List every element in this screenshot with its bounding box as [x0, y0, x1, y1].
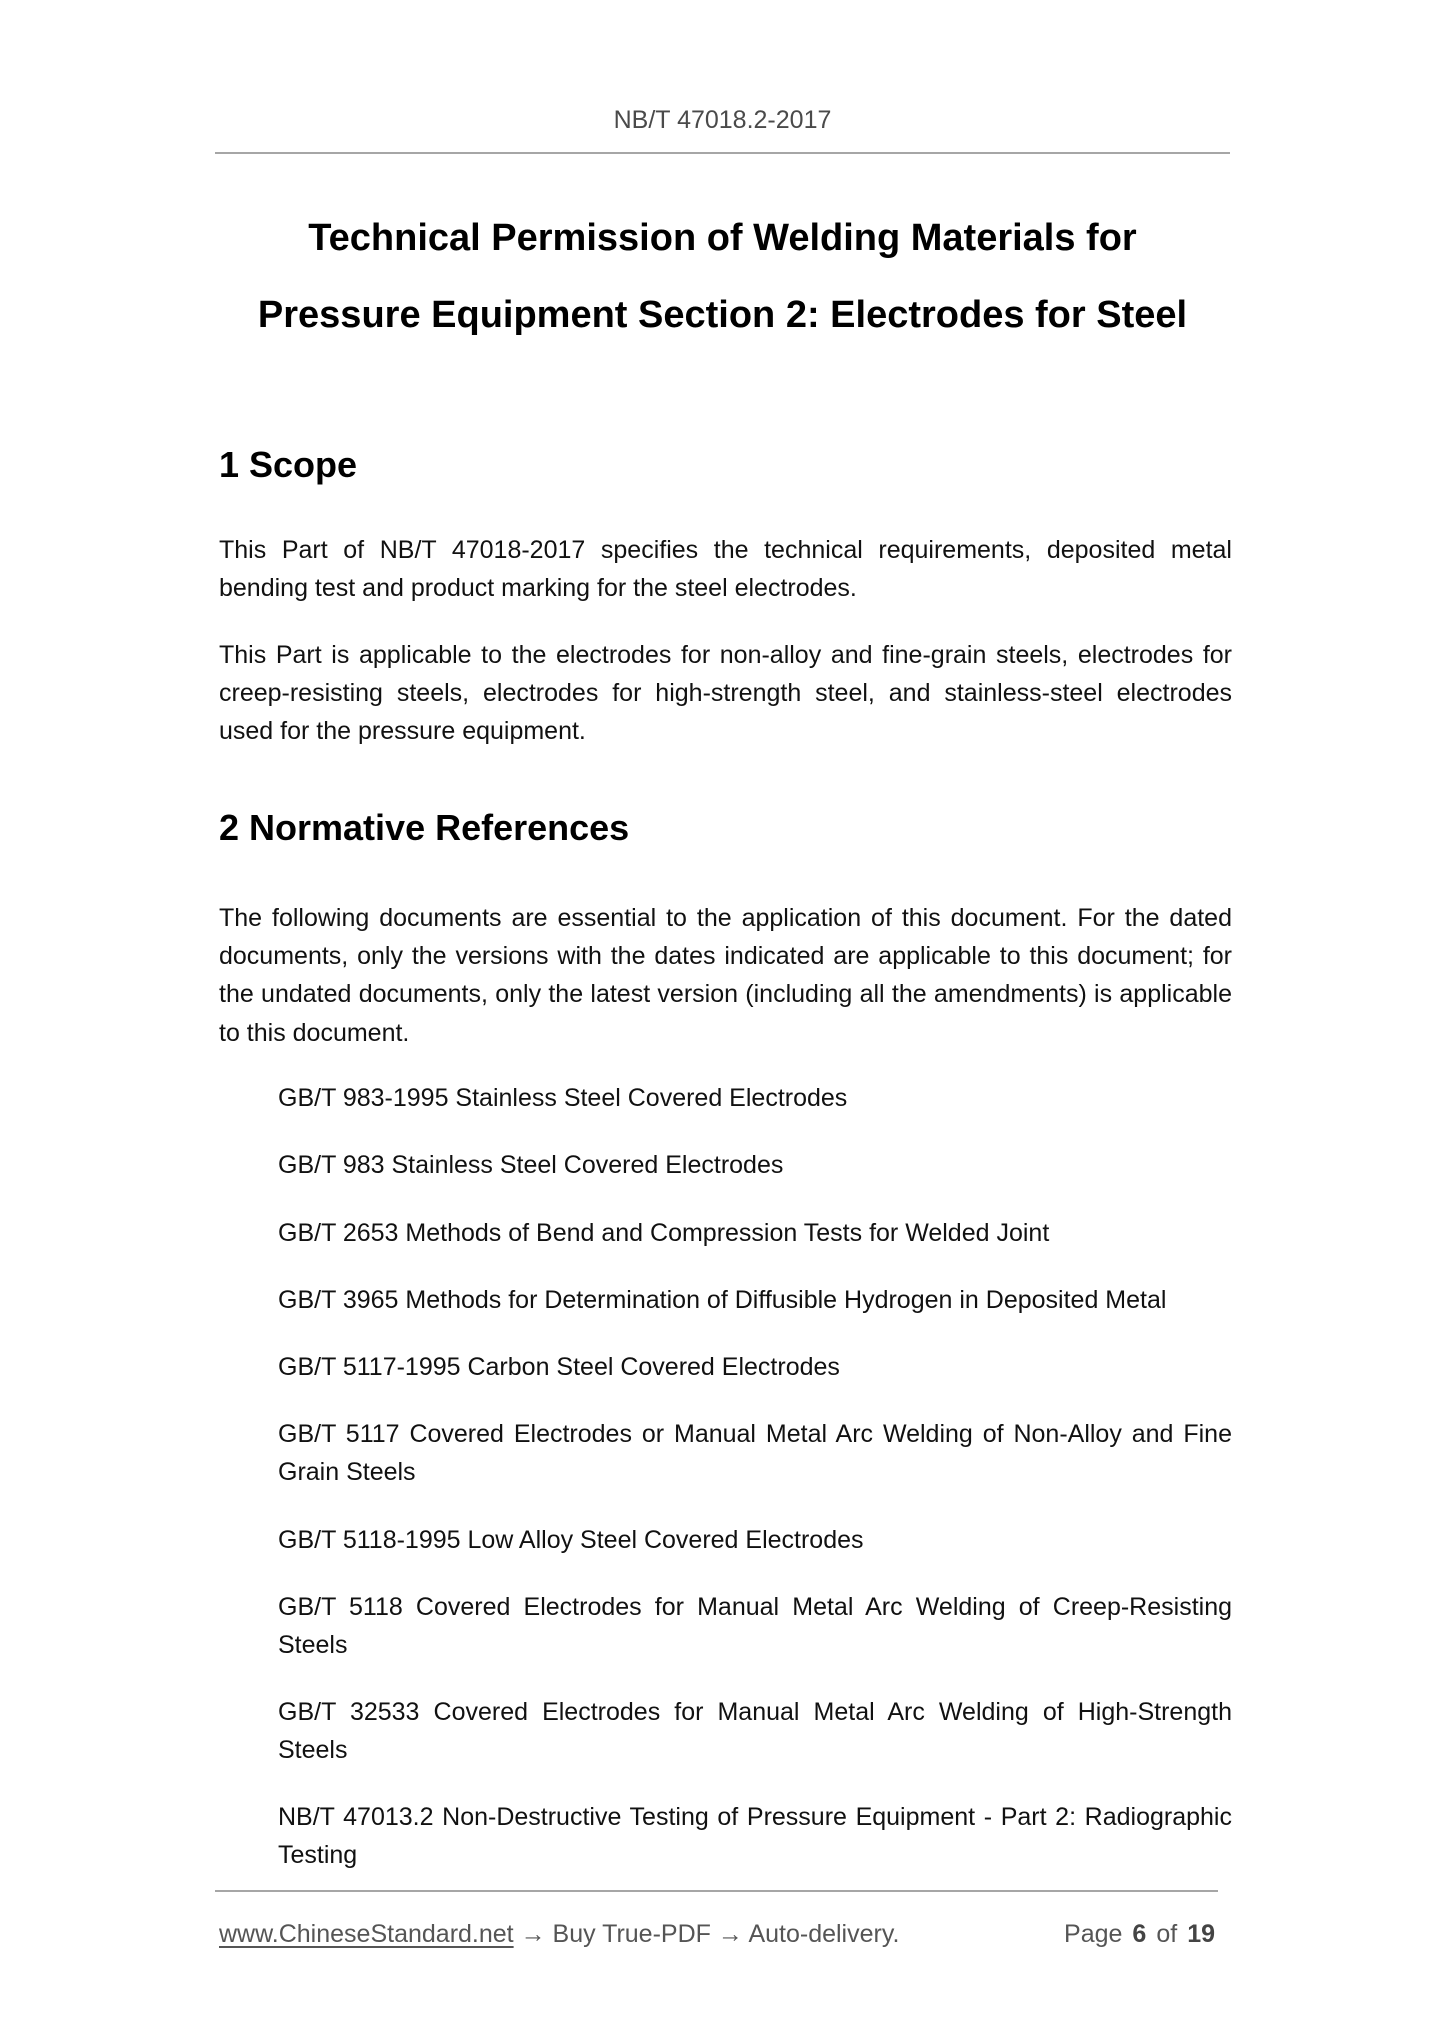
- page-current: 6: [1132, 1920, 1147, 1948]
- running-header: NB/T 47018.2-2017: [613, 106, 832, 134]
- reference-item: GB/T 2653 Methods of Bend and Compression Tests for Welded Joint: [278, 1219, 1050, 1247]
- section-heading-normative-references: 2 Normative References: [219, 807, 630, 848]
- arrow-right-icon: →: [717, 1920, 743, 1948]
- reference-item: GB/T 5118-1995 Low Alloy Steel Covered Electrodes: [278, 1526, 864, 1554]
- reference-item: GB/T 5117-1995 Carbon Steel Covered Electrodes: [278, 1353, 840, 1381]
- title-line-1: Technical Permission of Welding Materials for: [308, 217, 1137, 259]
- page-total: 19: [1187, 1920, 1215, 1948]
- title-line-2: Pressure Equipment Section 2: Electrodes for Steel: [257, 294, 1188, 336]
- reference-item: GB/T 32533 Covered Electrodes for Manual Metal Arc Welding of High-Strength Steels: [278, 1698, 1232, 1765]
- scope-paragraph-2: This Part is applicable to the electrodes for non-alloy and fine-grain steels, electrodes for creep-resisting steels, electrodes for high-strength steel, and stainless-steel electrodes used for the pressure equipment.: [219, 641, 1232, 746]
- auto-delivery-text: Auto-delivery.: [748, 1920, 900, 1948]
- document-title: [0, 200, 1445, 354]
- page-of-label: of: [1156, 1920, 1178, 1948]
- reference-item: GB/T 5117 Covered Electrodes or Manual Metal Arc Welding of Non-Alloy and Fine Grain Steels: [278, 1420, 1232, 1487]
- normative-intro-paragraph: The following documents are essential to the application of this document. For the dated documents, only the versions with the dates indicated are applicable to this document; for the undated documents, only the latest version (including all the amendments) is applicable to this document.: [219, 904, 1232, 1047]
- footer-divider: [215, 1890, 1218, 1892]
- buy-true-pdf-text: Buy True-PDF: [552, 1920, 711, 1948]
- site-link[interactable]: www.ChineseStandard.net: [219, 1920, 514, 1948]
- reference-item: GB/T 3965 Methods for Determination of Diffusible Hydrogen in Deposited Metal: [278, 1286, 1167, 1314]
- reference-item: GB/T 983-1995 Stainless Steel Covered Electrodes: [278, 1084, 848, 1112]
- section-heading-scope: 1 Scope: [219, 444, 358, 485]
- reference-item: NB/T 47013.2 Non-Destructive Testing of Pressure Equipment - Part 2: Radiographic Testing: [278, 1803, 1232, 1870]
- reference-item: GB/T 983 Stainless Steel Covered Electrodes: [278, 1151, 784, 1179]
- page-indicator: [1064, 1917, 1215, 1951]
- arrow-right-icon: →: [520, 1920, 546, 1948]
- page-footer: [219, 1917, 1215, 1951]
- reference-item: GB/T 5118 Covered Electrodes for Manual Metal Arc Welding of Creep-Resisting Steels: [278, 1593, 1232, 1660]
- page-label: Page: [1064, 1920, 1123, 1948]
- scope-paragraph-1: This Part of NB/T 47018-2017 specifies the technical requirements, deposited metal bending test and product marking for the steel electrodes.: [219, 536, 1232, 603]
- header-divider: [215, 152, 1230, 154]
